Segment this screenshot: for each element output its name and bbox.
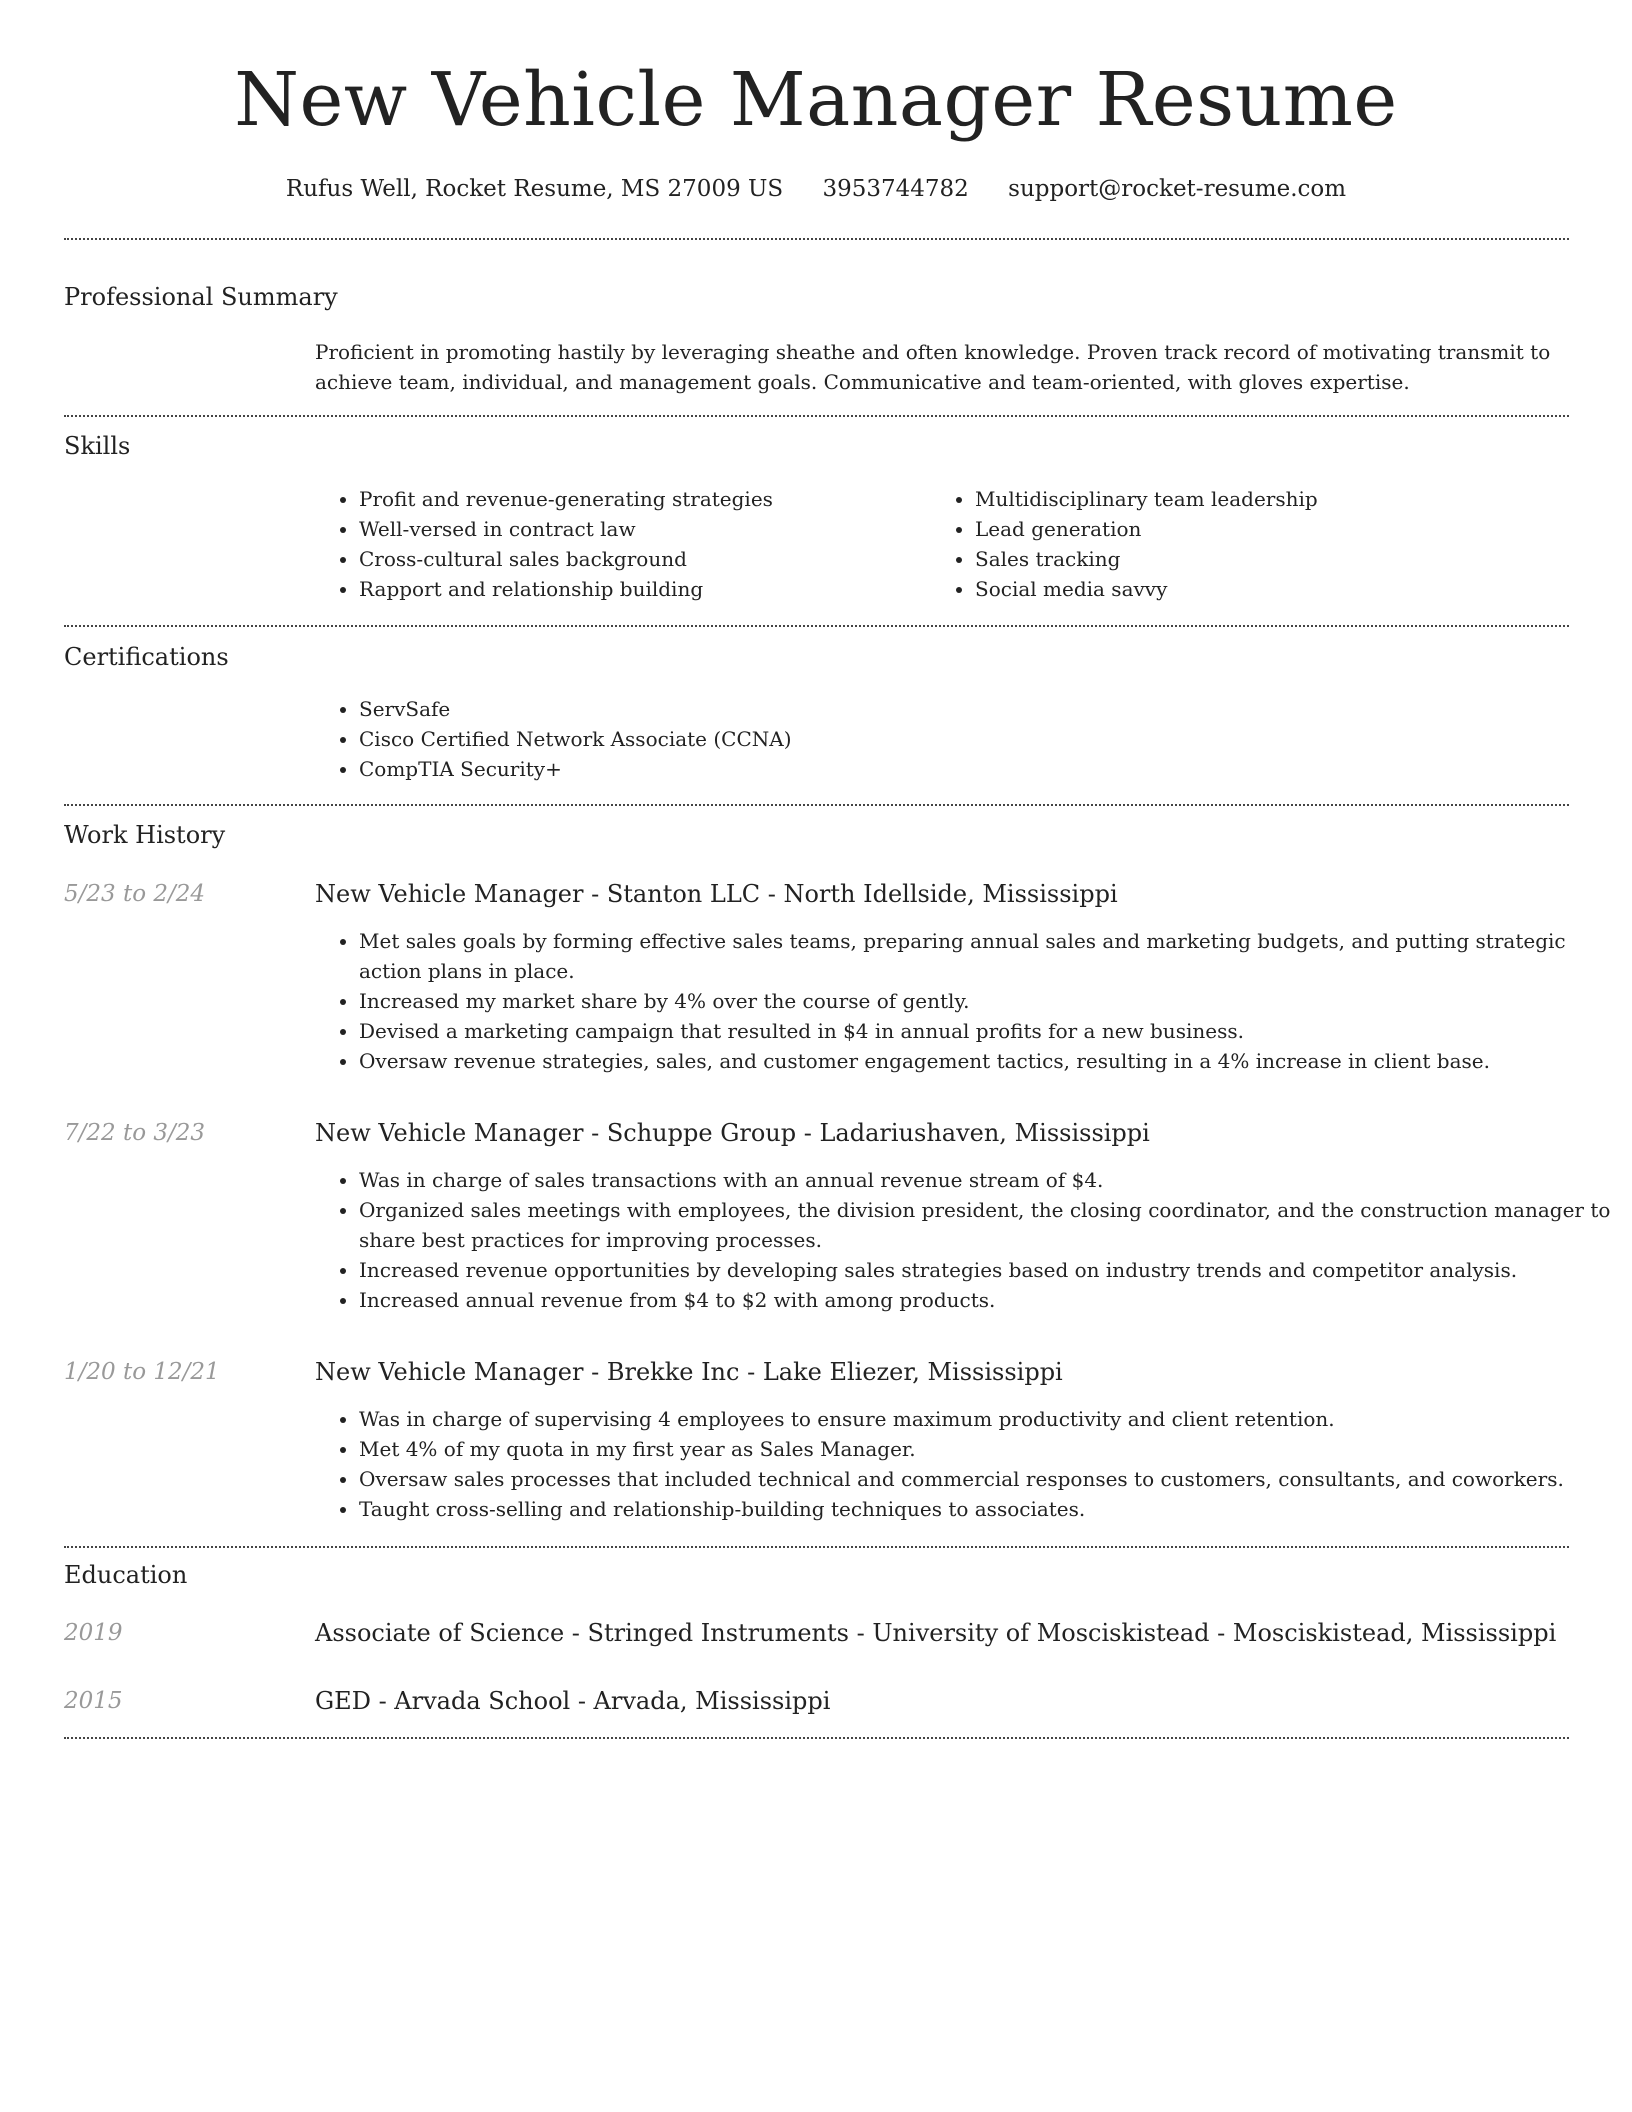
education-heading: Education <box>64 1561 188 1589</box>
job-bullets <box>315 1165 1613 1315</box>
skill-item: • Lead generation <box>975 514 1575 544</box>
skill-item: • Profit and revenue-generating strategies <box>359 484 919 514</box>
skill-item: • Cross-cultural sales background <box>359 544 919 574</box>
section-divider <box>64 415 1569 417</box>
job-bullet: • Increased revenue opportunities by developing sales strategies based on industry trends and competitor analysis. <box>359 1255 1613 1285</box>
certification-item: • Cisco Certified Network Associate (CCNA) <box>359 724 1559 754</box>
skills-list-left <box>315 484 919 604</box>
section-divider <box>64 625 1569 627</box>
skills-list-right <box>931 484 1575 604</box>
job-bullet: • Taught cross-selling and relationship-building techniques to associates. <box>359 1494 1613 1524</box>
job-title: New Vehicle Manager - Brekke Inc - Lake Eliezer, Mississippi <box>315 1358 1063 1386</box>
summary-heading: Professional Summary <box>64 283 338 311</box>
skill-item: • Social media savvy <box>975 574 1575 604</box>
job-bullet: • Increased my market share by 4% over the course of gently. <box>359 986 1613 1016</box>
job-bullet: • Devised a marketing campaign that resulted in $4 in annual profits for a new business. <box>359 1016 1613 1046</box>
certification-item: • ServSafe <box>359 694 1559 724</box>
skill-item: • Rapport and relationship building <box>359 574 919 604</box>
job-bullets <box>315 926 1613 1076</box>
job-bullet: • Organized sales meetings with employees, the division president, the closing coordinator, and the construction manager to share best practices for improving processes. <box>359 1195 1613 1255</box>
skill-item: • Multidisciplinary team leadership <box>975 484 1575 514</box>
job-bullet: • Met sales goals by forming effective sales teams, preparing annual sales and marketing budgets, and putting strategic action plans in place. <box>359 926 1613 986</box>
job-bullet: • Met 4% of my quota in my first year as Sales Manager. <box>359 1434 1613 1464</box>
education-detail: GED - Arvada School - Arvada, Mississippi <box>315 1687 831 1715</box>
job-title: New Vehicle Manager - Schuppe Group - Ladariushaven, Mississippi <box>315 1119 1150 1147</box>
education-detail: Associate of Science - Stringed Instruments - University of Mosciskistead - Mosciskistead, Mississippi <box>315 1619 1557 1647</box>
job-dates: 1/20 to 12/21 <box>64 1359 220 1385</box>
job-bullet: • Increased annual revenue from $4 to $2 with among products. <box>359 1285 1613 1315</box>
job-bullet: • Oversaw revenue strategies, sales, and customer engagement tactics, resulting in a 4% increase in client base. <box>359 1046 1613 1076</box>
job-bullet: • Was in charge of sales transactions with an annual revenue stream of $4. <box>359 1165 1613 1195</box>
certifications-list <box>315 694 1559 784</box>
job-title: New Vehicle Manager - Stanton LLC - North Idellside, Mississippi <box>315 880 1118 908</box>
section-divider <box>64 238 1569 240</box>
certification-item: • CompTIA Security+ <box>359 754 1559 784</box>
certifications-heading: Certifications <box>64 643 229 671</box>
job-bullet: • Was in charge of supervising 4 employees to ensure maximum productivity and client retention. <box>359 1404 1613 1434</box>
job-dates: 5/23 to 2/24 <box>64 881 206 907</box>
skill-item: • Well-versed in contract law <box>359 514 919 544</box>
education-year: 2019 <box>64 1620 123 1646</box>
contact-phone: 3953744782 <box>822 176 969 202</box>
section-divider <box>64 1546 1569 1548</box>
job-bullets <box>315 1404 1613 1524</box>
contact-email: support@rocket-resume.com <box>1008 176 1347 202</box>
education-year: 2015 <box>64 1688 123 1714</box>
skills-heading: Skills <box>64 432 131 460</box>
job-bullet: • Oversaw sales processes that included technical and commercial responses to customers, consultants, and coworkers. <box>359 1464 1613 1494</box>
resume-title: New Vehicle Manager Resume <box>234 57 1398 143</box>
contact-line <box>0 171 1632 207</box>
contact-address: Rufus Well, Rocket Resume, MS 27009 US <box>285 176 784 202</box>
section-divider <box>64 804 1569 806</box>
summary-text: Proficient in promoting hastily by leveraging sheathe and often knowledge. Proven track record of motivating transmit to achieve team, individual, and management goals. Communicative and team-oriented, with gloves expertise. <box>315 340 1551 394</box>
section-divider <box>64 1737 1569 1739</box>
job-dates: 7/22 to 3/23 <box>64 1120 206 1146</box>
work-history-heading: Work History <box>64 821 226 849</box>
skill-item: • Sales tracking <box>975 544 1575 574</box>
